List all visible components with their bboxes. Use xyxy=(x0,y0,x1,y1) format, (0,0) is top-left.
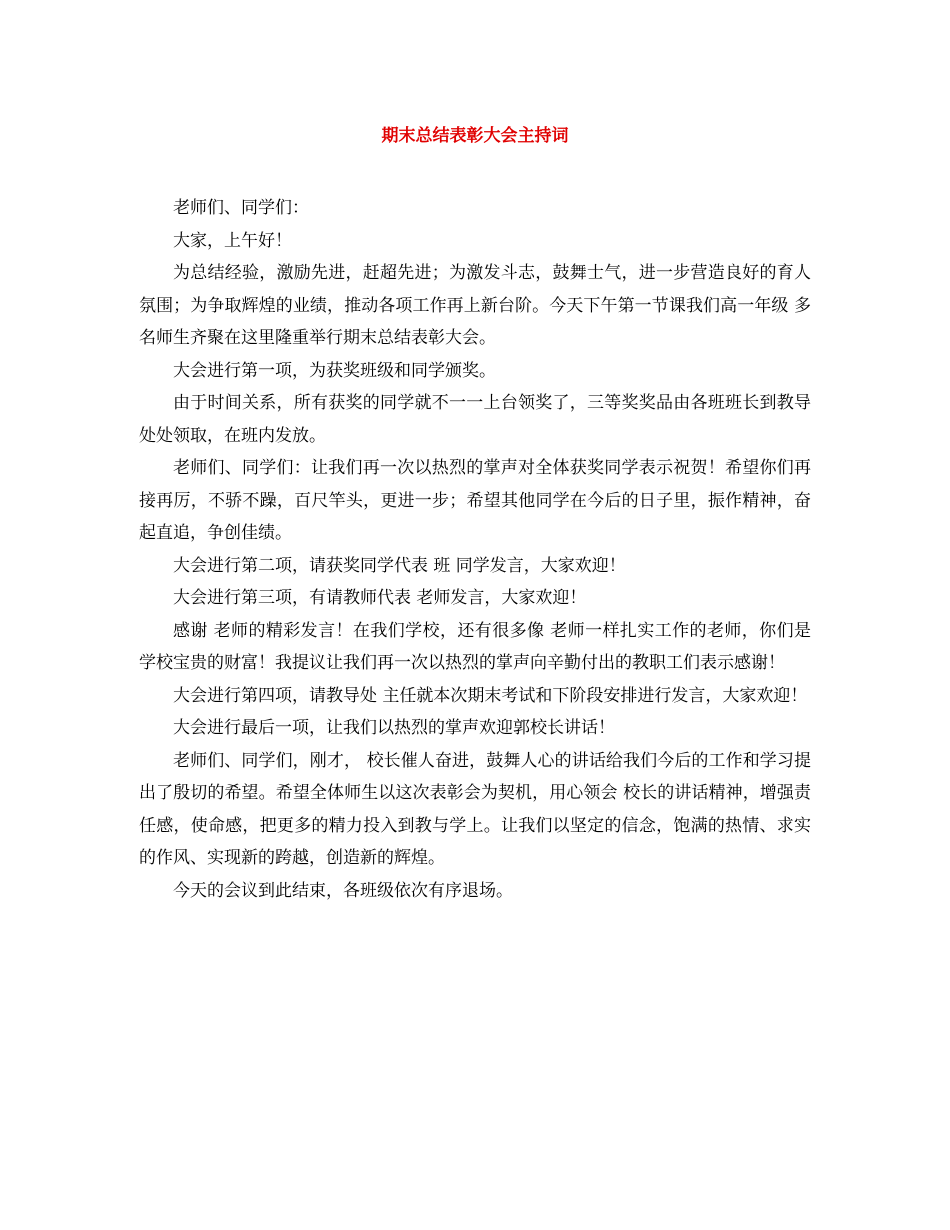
paragraph: 今天的会议到此结束，各班级依次有序退场。 xyxy=(173,880,513,901)
document-body xyxy=(139,192,811,907)
paragraph: 感谢 老师的精彩发言！在我们学校，还有很多像 老师一样扎实工作的老师，你们是学校宝贵的财富！我提议让我们再一次以热烈的掌声向辛勤付出的教职工们表示感谢！ xyxy=(139,620,811,673)
paragraph: 大会进行最后一项，让我们以热烈的掌声欢迎郭校长讲话！ xyxy=(173,718,615,738)
paragraph: 大会进行第四项，请教导处 主任就本次期末考试和下阶段安排进行发言，大家欢迎！ xyxy=(173,685,808,706)
paragraph: 大会进行第一项，为获奖班级和同学颁奖。 xyxy=(173,360,496,381)
paragraph: 大家，上午好！ xyxy=(173,230,292,251)
document-title: 期末总结表彰大会主持词 xyxy=(381,126,569,146)
paragraph: 大会进行第三项，有请教师代表 老师发言，大家欢迎！ xyxy=(173,588,587,608)
paragraph: 大会进行第二项，请获奖同学代表 班 同学发言，大家欢迎！ xyxy=(173,555,626,576)
paragraph: 为总结经验，激励先进，赶超先进；为激发斗志，鼓舞士气，进一步营造良好的育人氛围；为争取辉煌的业绩，推动各项工作再上新台阶。今天下午第一节课我们高一年级 多名师生齐聚在这里隆重举行期末总结表彰大会。 xyxy=(139,263,811,348)
paragraph: 老师们、同学们：让我们再一次以热烈的掌声对全体获奖同学表示祝贺！希望你们再接再厉，不骄不躁，百尺竿头，更进一步；希望其他同学在今后的日子里，振作精神，奋起直追，争创佳绩。 xyxy=(139,458,811,543)
paragraph: 老师们、同学们，刚才， 校长催人奋进，鼓舞人心的讲话给我们今后的工作和学习提出了殷切的希望。希望全体师生以这次表彰会为契机，用心领会 校长的讲话精神，增强责任感，使命感，把更多的精力投入到教与学上。让我们以坚定的信念，饱满的热情、求实的作风、实现新的跨越，创造新的辉煌。 xyxy=(139,750,811,868)
paragraph: 由于时间关系，所有获奖的同学就不一一上台领奖了，三等奖奖品由各班班长到教导处处领取，在班内发放。 xyxy=(139,393,811,446)
paragraph: 老师们、同学们： xyxy=(173,198,309,218)
